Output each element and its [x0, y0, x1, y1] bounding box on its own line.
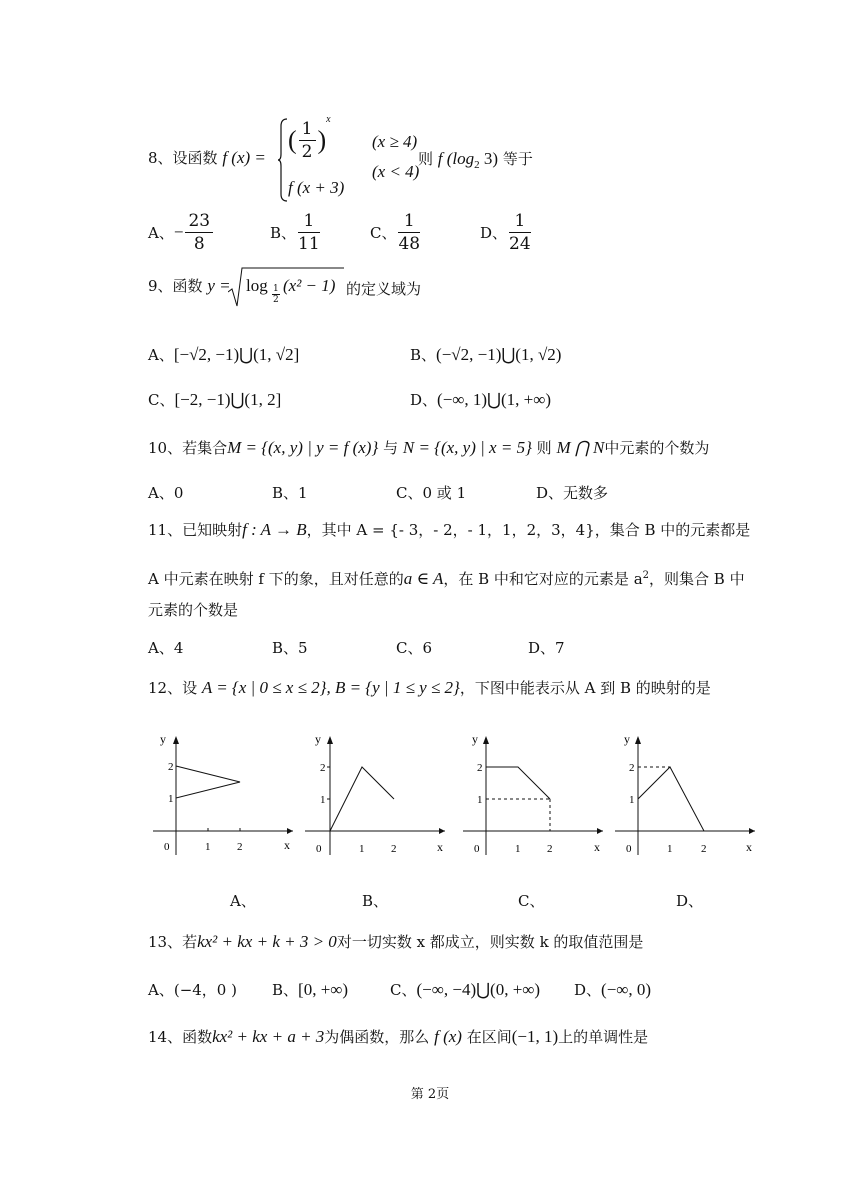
- q12-graph-a-tick-x1: 1: [205, 841, 211, 853]
- q12-graph-b: [300, 730, 450, 860]
- q10-option-a-label: A、: [148, 484, 174, 502]
- q9-log-base-den: 2: [273, 295, 279, 305]
- q11-option-d-label: D、: [528, 639, 556, 657]
- q9-prefix: 9、函数: [148, 277, 203, 295]
- q12-graph-b-label: B、: [362, 892, 389, 910]
- q12-graph-b-tick-x1: 1: [359, 843, 365, 855]
- q11-line-3-text: 元素的个数是: [148, 601, 239, 619]
- q12-graph-d-tick-x2: 2: [701, 843, 707, 855]
- q10-prefix: 10、若集合: [148, 439, 228, 457]
- q11-option-b: [272, 637, 308, 658]
- q11-option-a-label: A、: [148, 639, 174, 657]
- q13-option-b-label: B、: [272, 981, 299, 999]
- q12-graph-a-tick-x2: 2: [237, 841, 243, 853]
- q8-option-d-num: 1: [509, 210, 531, 233]
- q11-option-d-text: 7: [555, 639, 565, 657]
- q14-mid2: 在区间: [466, 1028, 512, 1046]
- q10-option-c-label: C、: [396, 484, 423, 502]
- q12-graph-d-tick-y2: 2: [629, 762, 635, 774]
- q12-graph-d-label: D、: [676, 892, 704, 910]
- q13-option-c-text: (−∞, −4)⋃(0, +∞): [416, 980, 541, 999]
- q8-option-b-label: B、: [270, 224, 297, 242]
- q8-option-a-den: 8: [193, 234, 205, 254]
- q12-graph-c-origin: 0: [474, 843, 480, 855]
- q11-line-2-a: A 中元素在映射 f 下的象，且对任意的: [148, 570, 404, 588]
- q11-line-1-rest: ，其中 A = {- 3，- 2，- 1，1，2，3，4}，集合 B 中的元素都是: [306, 521, 751, 539]
- q8-case1-den: 2: [301, 142, 313, 162]
- q11-line-1: [148, 520, 750, 540]
- q9-option-c-label: C、: [148, 391, 175, 409]
- q8-option-a-label: A、: [148, 224, 174, 242]
- q9-y-eq: y =: [207, 276, 231, 295]
- q12-graph-b-tick-y1: 1: [320, 794, 326, 806]
- q12-graph-c-tick-y1: 1: [477, 794, 483, 806]
- q12-graph-b-y-label: y: [315, 732, 321, 746]
- q12-graph-a: [148, 730, 298, 860]
- q10-set-n: N = {(x, y) | x = 5}: [402, 438, 532, 457]
- q8-stem: [148, 148, 266, 168]
- q11-option-c-label: C、: [396, 639, 423, 657]
- q8-suffix: [418, 148, 533, 171]
- q13-option-a: [148, 979, 237, 1000]
- q8-option-b-den: 11: [298, 234, 320, 254]
- q10-option-b-label: B、: [272, 484, 299, 502]
- q12-graph-c-tick-x2: 2: [547, 843, 553, 855]
- q11-option-b-label: B、: [272, 639, 299, 657]
- q9-stem: [148, 276, 231, 296]
- q8-option-a-num: 23: [185, 210, 213, 233]
- q11-line-3: [148, 600, 238, 620]
- q12-graph-a-label: A、: [230, 892, 256, 910]
- q12-prefix: 12、设: [148, 679, 198, 697]
- q14-interval: (−1, 1): [511, 1027, 559, 1046]
- q8-option-d: [480, 210, 533, 255]
- q12-graph-c-label: C、: [518, 892, 545, 910]
- q9-option-b: [410, 344, 561, 365]
- q12-graph-d: [610, 730, 760, 860]
- q8-option-c: [370, 210, 422, 255]
- q12-graph-a-x-label: x: [284, 838, 290, 852]
- q14-stem: [148, 1027, 648, 1047]
- q12-graph-c-tick-x1: 1: [515, 843, 521, 855]
- q12-sets: A = {x | 0 ≤ x ≤ 2}, B = {y | 1 ≤ y ≤ 2}: [201, 678, 460, 697]
- page-number: 第 2页: [410, 1087, 450, 1102]
- q9-arg: (x² − 1): [283, 276, 336, 295]
- q9-option-a: [148, 344, 299, 365]
- q8-option-d-label: D、: [480, 224, 508, 242]
- q12-graph-a-tick-y2: 2: [168, 761, 174, 773]
- q11-option-a: [148, 637, 183, 658]
- q12-graph-d-y-label: y: [624, 732, 630, 746]
- q9-option-c: [148, 389, 281, 410]
- q8-suffix-post: 等于: [502, 150, 533, 168]
- q9-radicand: [246, 276, 268, 296]
- q13-option-a-label: A、: [148, 981, 174, 999]
- q10-option-b: [272, 482, 308, 503]
- q12-graph-c-y-label: y: [472, 732, 478, 746]
- q9-log-base: [272, 284, 280, 305]
- q11-option-c: [396, 637, 432, 658]
- q13-prefix: 13、若: [148, 933, 198, 951]
- q13-option-c: [390, 979, 540, 1000]
- q11-line-2-math: a ∈ A: [403, 569, 444, 588]
- q10-option-a-text: 0: [173, 484, 184, 502]
- q9-option-a-text: [−√2, −1)⋃(1, √2]: [173, 345, 300, 364]
- q12-graph-a-y-label: y: [160, 732, 166, 746]
- q12-graph-a-tick-y1: 1: [168, 793, 174, 805]
- q8-option-d-den: 24: [509, 234, 531, 254]
- q14-prefix: 14、函数: [148, 1028, 213, 1046]
- q10-then: 则: [536, 439, 552, 457]
- q13-option-a-text: (−4，0 ): [173, 981, 237, 999]
- q13-option-d: [574, 979, 651, 1000]
- q12-graph-b-x-label: x: [437, 840, 443, 854]
- q12-graph-b-origin: 0: [316, 843, 322, 855]
- q9-option-b-label: B、: [410, 346, 437, 364]
- q11-option-a-text: 4: [173, 639, 184, 657]
- q13-option-d-label: D、: [574, 981, 602, 999]
- q9-option-d-text: (−∞, 1)⋃(1, +∞): [437, 390, 552, 409]
- q11-option-d: [528, 637, 565, 658]
- q10-option-a: [148, 482, 183, 503]
- q10-stem: [148, 438, 709, 458]
- q12-graph-d-tick-y1: 1: [629, 794, 635, 806]
- q12-graph-d-x-label: x: [746, 840, 752, 854]
- q12-stem: [148, 678, 711, 698]
- q8-option-b: [270, 210, 322, 255]
- q8-case2-expr: f (x + 3): [288, 178, 345, 197]
- q14-suffix: 上的单调性是: [558, 1028, 649, 1046]
- q12-graph-d-tick-x1: 1: [667, 843, 673, 855]
- q8-suffix-expr: f (log: [437, 149, 475, 168]
- q8-case1-cond: (x ≥ 4): [372, 132, 418, 151]
- q9-option-b-text: (−√2, −1)⋃(1, √2): [436, 345, 562, 364]
- q11-option-b-text: 5: [298, 639, 308, 657]
- q10-option-d: [536, 482, 608, 503]
- q10-option-d-text: 无数多: [563, 484, 609, 502]
- q8-option-b-num: 1: [298, 210, 320, 233]
- q11-line-2-b: ，在 B 中和它对应的元素是 a: [443, 570, 643, 588]
- q8-suffix-tail: 3): [479, 149, 499, 168]
- q10-set-m: M = {(x, y) | y = f (x)}: [227, 438, 379, 457]
- q10-option-d-label: D、: [536, 484, 564, 502]
- q11-line-2: [148, 566, 745, 589]
- q9-option-d-label: D、: [410, 391, 438, 409]
- q11-line-2-c: ，则集合 B 中: [649, 570, 745, 588]
- q11-line-2-sup: 2: [642, 570, 650, 581]
- q8-fx: f (x) =: [222, 148, 266, 167]
- q8-case2-cond: (x < 4): [372, 162, 420, 181]
- q12-suffix: ，下图中能表示从 A 到 B 的映射的是: [459, 679, 711, 697]
- q9-option-d: [410, 389, 551, 410]
- q12-graph-a-origin: 0: [164, 841, 170, 853]
- q12-graph-b-tick-y2: 2: [320, 762, 326, 774]
- q9-option-c-text: [−2, −1)⋃(1, 2]: [174, 390, 282, 409]
- q12-graph-c: [458, 730, 608, 860]
- q14-fx: f (x): [434, 1027, 462, 1046]
- q11-prefix: 11、已知映射: [148, 521, 243, 539]
- q12-graph-d-origin: 0: [626, 843, 632, 855]
- q11-map: f : A → B: [242, 520, 307, 539]
- q13-suffix: 对一切实数 x 都成立，则实数 k 的取值范围是: [336, 933, 644, 951]
- q8-brace: [278, 118, 288, 202]
- q12-graph-b-tick-x2: 2: [391, 843, 397, 855]
- q8-option-c-den: 48: [398, 234, 421, 254]
- q8-case1: ( $\frac{1}{2}$ )$^x$: [288, 114, 331, 162]
- q11-option-c-text: 6: [422, 639, 433, 657]
- q10-suffix: 中元素的个数为: [604, 439, 710, 457]
- q8-case1-exp: x: [326, 114, 331, 125]
- q8-case1-num: 1: [299, 118, 316, 141]
- q14-mid: 为偶函数，那么: [324, 1028, 430, 1046]
- q8-option-c-num: 1: [398, 210, 420, 233]
- q12-graph-c-x-label: x: [594, 840, 600, 854]
- q12-graph-c-tick-y2: 2: [477, 762, 483, 774]
- q10-intersect: M ⋂ N: [556, 438, 605, 457]
- q13-option-d-text: (−∞, 0): [601, 980, 652, 999]
- q14-expr: kx² + kx + a + 3: [212, 1027, 325, 1046]
- q13-stem: [148, 932, 643, 952]
- q9-suffix: 的定义域为: [346, 280, 422, 298]
- q8-suffix-sub: 2: [474, 159, 480, 171]
- q13-expr: kx² + kx + k + 3 > 0: [197, 932, 337, 951]
- q8-option-c-label: C、: [370, 224, 397, 242]
- q9-log-base-num: 1: [273, 284, 279, 294]
- q13-option-b-text: [0, +∞): [298, 980, 349, 999]
- q8-option-a-sign: −: [173, 222, 184, 242]
- q10-option-c-text: 0 或 1: [422, 484, 467, 502]
- q13-option-b: [272, 979, 348, 1000]
- q9-option-a-label: A、: [148, 346, 174, 364]
- q13-option-c-label: C、: [390, 981, 417, 999]
- q8-option-a: [148, 210, 215, 255]
- q8-prefix: 8、设函数: [148, 149, 218, 167]
- q10-option-b-text: 1: [298, 484, 308, 502]
- q8-suffix-pre: 则: [418, 150, 434, 168]
- q10-option-c: [396, 482, 466, 503]
- q10-mid: 与: [383, 439, 399, 457]
- q9-log: log: [246, 276, 268, 295]
